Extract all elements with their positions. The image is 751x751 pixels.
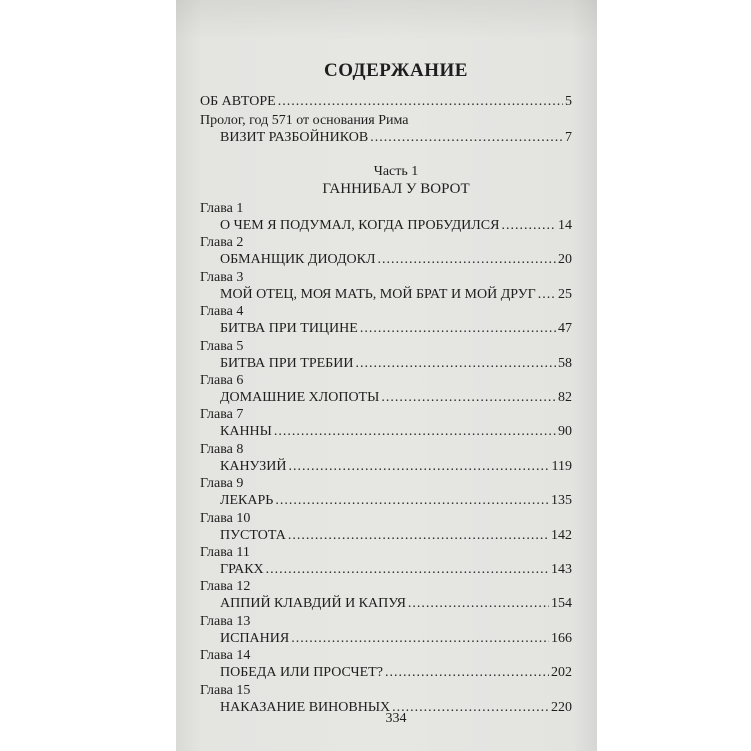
toc-entry-title: ОБМАНЩИК ДИОДОКЛ — [220, 252, 376, 268]
chapter-heading: Глава 5 — [200, 338, 244, 354]
leader-dots — [381, 390, 556, 406]
toc-entry-title: ДОМАШНИЕ ХЛОПОТЫ — [220, 390, 380, 405]
toc-entry-page: 143 — [551, 562, 572, 577]
toc-entry-chapter — [220, 528, 572, 544]
toc-entry-page: 47 — [558, 321, 572, 337]
toc-entry-page: 90 — [558, 424, 572, 440]
leader-dots — [278, 94, 563, 110]
toc-entry-page: 58 — [558, 355, 572, 371]
toc-entry-page: 135 — [551, 493, 572, 509]
toc-entry-chapter — [220, 665, 572, 681]
toc-entry-chapter — [220, 424, 572, 440]
toc-entry-chapter — [220, 493, 572, 509]
toc-entry-page: 220 — [551, 699, 572, 715]
toc-entry-chapter — [220, 321, 572, 337]
toc-entry-title: ПУСТОТА — [220, 527, 286, 543]
chapter-heading: Глава 12 — [200, 579, 251, 595]
leader-dots — [291, 631, 549, 647]
chapter-heading: Глава 3 — [200, 269, 244, 285]
toc-entry-about — [200, 94, 572, 110]
toc-entry-chapter — [220, 218, 572, 234]
toc-entry-title: ГРАКХ — [220, 562, 264, 577]
leader-dots — [538, 287, 556, 303]
leader-dots — [360, 321, 556, 337]
chapter-heading: Глава 7 — [200, 407, 244, 423]
toc-entry-chapter — [220, 252, 572, 268]
chapter-heading: Глава 10 — [200, 510, 251, 526]
leader-dots — [377, 252, 556, 268]
toc-entry-title: БИТВА ПРИ ТРЕБИИ — [220, 355, 354, 371]
leader-dots — [370, 130, 563, 146]
leader-dots — [385, 665, 549, 681]
chapter-heading: Глава 14 — [200, 648, 251, 664]
toc-entry-title: ИСПАНИЯ — [220, 630, 290, 646]
leader-dots — [275, 493, 549, 509]
chapter-heading: Глава 9 — [200, 476, 244, 492]
chapter-heading: Глава 11 — [200, 545, 250, 560]
toc-entry-chapter — [220, 596, 572, 612]
toc-entry-page: 154 — [551, 596, 572, 612]
toc-entry-title: ПОБЕДА ИЛИ ПРОСЧЕТ? — [220, 665, 383, 681]
page-title: СОДЕРЖАНИЕ — [324, 60, 468, 81]
leader-dots — [266, 562, 549, 578]
toc-entry-title: НАКАЗАНИЕ ВИНОВНЫХ — [220, 699, 391, 715]
toc-entry-page: 5 — [565, 94, 572, 109]
leader-dots — [274, 424, 556, 440]
toc-entry-page: 119 — [551, 458, 572, 474]
chapter-heading: Глава 2 — [200, 235, 244, 251]
leader-dots — [355, 356, 556, 372]
part-title: ГАННИБАЛ У ВОРОТ — [322, 181, 470, 197]
toc-entry-title: КАНУЗИЙ — [220, 458, 287, 474]
toc-entry-page: 25 — [558, 286, 572, 302]
toc-entry-chapter — [220, 562, 572, 578]
toc-entry-title: КАННЫ — [220, 424, 272, 440]
leader-dots — [288, 528, 549, 544]
toc-entry-title: АППИЙ КЛАВДИЙ И КАПУЯ — [220, 596, 406, 612]
toc-entry-title: ЛЕКАРЬ — [220, 493, 274, 509]
toc-entry-title: О ЧЕМ Я ПОДУМАЛ, КОГДА ПРОБУДИЛСЯ — [220, 218, 500, 233]
toc-entry-page: 14 — [558, 218, 572, 233]
prologue-heading: Пролог, год 571 от основания Рима — [200, 113, 409, 128]
table-of-contents — [200, 0, 592, 751]
chapter-heading: Глава 1 — [200, 201, 244, 216]
toc-entry-page: 20 — [558, 252, 572, 268]
toc-entry-title: ВИЗИТ РАЗБОЙНИКОВ — [220, 130, 369, 145]
chapter-heading: Глава 8 — [200, 441, 244, 457]
toc-entry-page: 142 — [551, 527, 572, 543]
toc-entry-page: 82 — [558, 390, 572, 405]
leader-dots — [501, 218, 556, 234]
toc-entry-page: 7 — [565, 130, 572, 145]
leader-dots — [408, 596, 549, 612]
toc-entry-title: МОЙ ОТЕЦ, МОЯ МАТЬ, МОЙ БРАТ И МОЙ ДРУГ — [220, 286, 536, 302]
page-number: 334 — [385, 711, 407, 726]
toc-entry-chapter — [220, 390, 572, 406]
chapter-heading: Глава 15 — [200, 682, 251, 698]
toc-entry-title: БИТВА ПРИ ТИЦИНЕ — [220, 321, 358, 337]
part-label: Часть 1 — [373, 164, 419, 179]
chapter-heading: Глава 13 — [200, 613, 251, 629]
chapter-heading: Глава 4 — [200, 304, 244, 320]
toc-entry-title: ОБ АВТОРЕ — [200, 94, 276, 109]
toc-entry-chapter — [220, 356, 572, 372]
toc-entry-page: 202 — [551, 665, 572, 681]
toc-entry-chapter — [220, 459, 572, 475]
toc-entry-chapter — [220, 631, 572, 647]
toc-entry-page: 166 — [551, 630, 572, 646]
toc-entry-chapter — [220, 287, 572, 303]
chapter-heading: Глава 6 — [200, 373, 244, 388]
toc-entry-prologue — [220, 130, 572, 146]
leader-dots — [289, 459, 550, 475]
